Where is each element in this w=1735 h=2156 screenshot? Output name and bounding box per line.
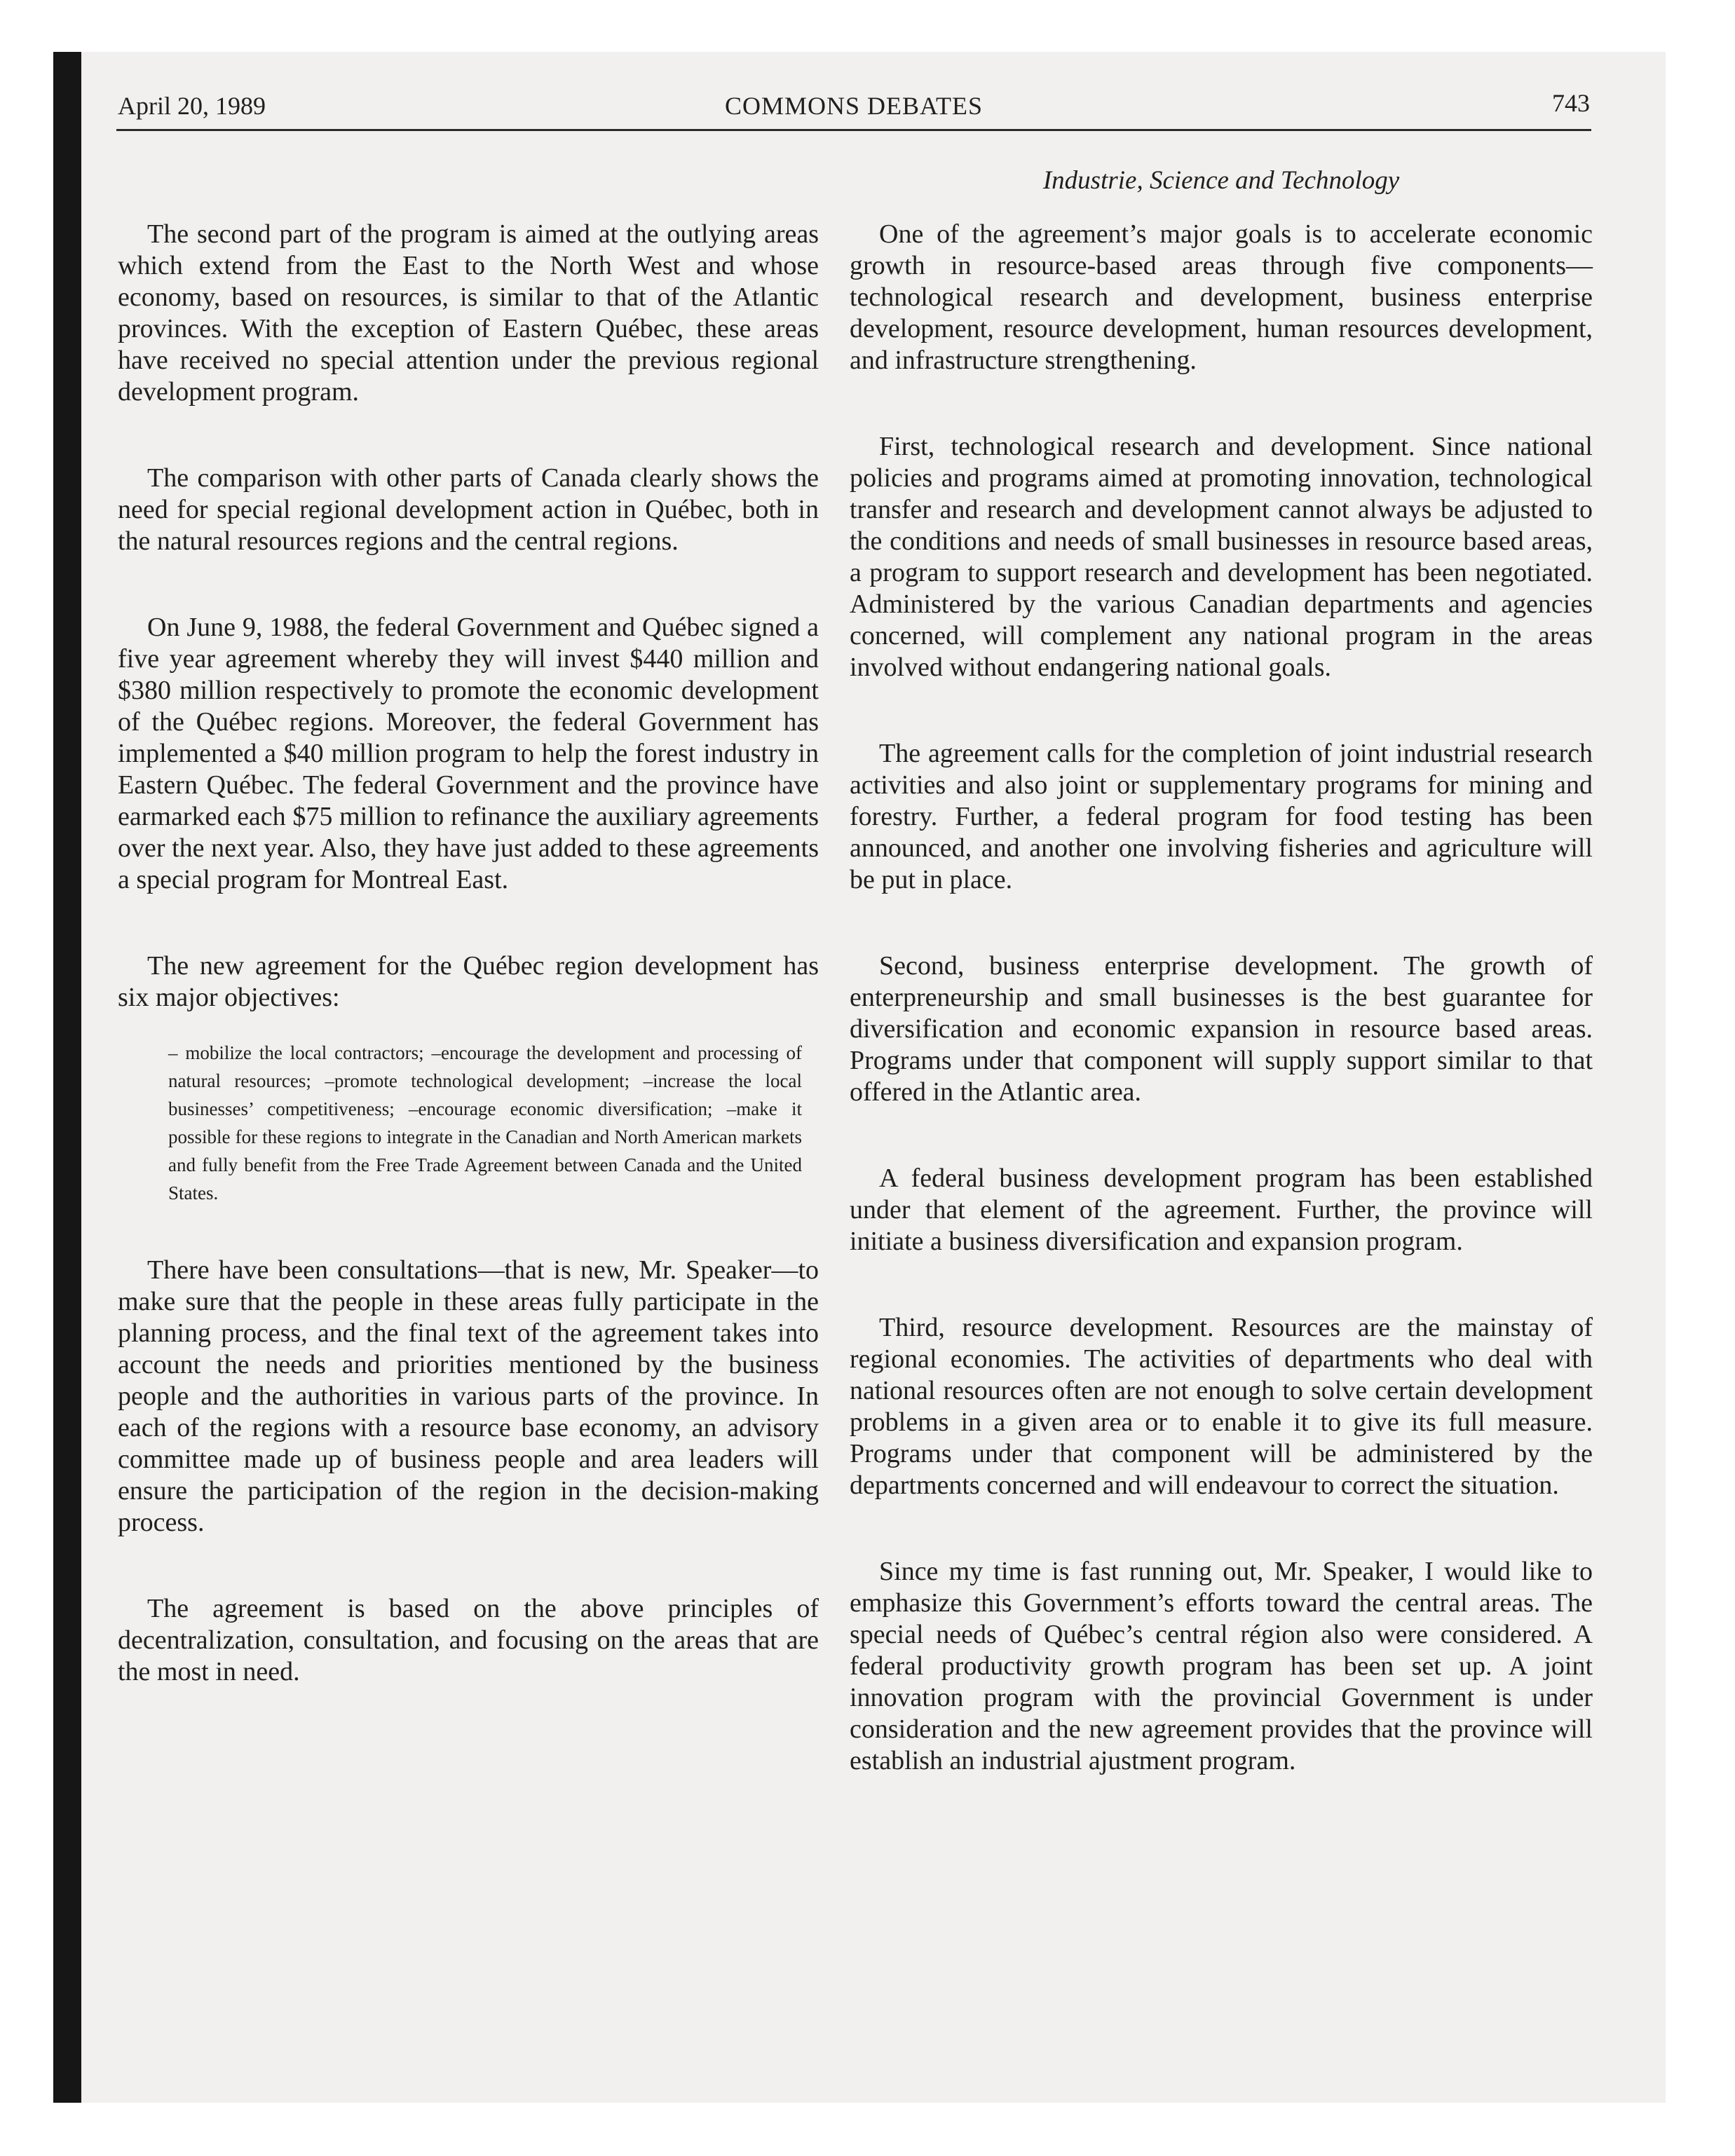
paragraph: First, technological research and development. Since national policies and programs aimed at promoting innovation, technological transfer and research and development cannot always be adjusted to the conditions and needs of small businesses in resource based areas, a program to support research and development has been negotiated. Administered by the various Canadian departments and agencies concerned, will complement any national program in the areas involved without endangering national goals. — [850, 432, 1593, 682]
paragraph: The comparison with other parts of Canada clearly shows the need for special regional development action in Québec, both in the natural resources regions and the central regions. — [118, 463, 819, 556]
left-column — [118, 219, 819, 1688]
right-column — [850, 219, 1593, 1777]
paragraph: Third, resource development. Resources are the mainstay of regional economies. The activities of departments who deal with national resources often are not enough to solve certain development problems in a given area or to enable it to give its full measure. Programs under that component will be administered by the departments concerned and will endeavour to correct the situation. — [850, 1313, 1593, 1500]
section-title: Industrie, Science and Technology — [1042, 166, 1400, 195]
paragraph: The agreement calls for the completion of joint industrial research activities and also joint or supplementary programs for mining and forestry. Further, a federal program for food testing has been announced, and another one involving fisheries and agriculture will be put in place. — [850, 739, 1593, 894]
paragraph: One of the agreement’s major goals is to accelerate economic growth in resource-based areas through five components—technological research and development, business enterprise development, resource development, human resources development, and infrastructure strengthening. — [850, 219, 1593, 375]
header-date: April 20, 1989 — [118, 92, 266, 120]
header-journal-title: COMMONS DEBATES — [724, 92, 984, 120]
paragraph: The new agreement for the Québec region development has six major objectives: — [118, 951, 819, 1012]
paragraph: On June 9, 1988, the federal Government and Québec signed a five year agreement whereby they will invest $440 million and $380 million respectively to promote the economic development of the Québec regions. Moreover, the federal Government has implemented a $40 million program to help the forest industry in Eastern Québec. The federal Government and the province have earmarked each $75 million to refinance the auxiliary agreements over the next year. Also, they have just added to these agreements a special program for Montreal East. — [118, 613, 819, 894]
paragraph: The agreement is based on the above principles of decentralization, consultation, and focusing on the areas that are the most in need. — [118, 1594, 819, 1686]
paragraph: The second part of the program is aimed at the outlying areas which extend from the East to the North West and whose economy, based on resources, is similar to that of the Atlantic provinces. With the exception of Eastern Québec, these areas have received no special attention under the previous regional development program. — [118, 219, 819, 407]
page-header — [118, 91, 1590, 133]
binding-edge — [53, 52, 81, 2103]
header-rule — [116, 129, 1591, 131]
header-page-number: 743 — [1552, 89, 1590, 117]
paragraph: A federal business development program has been established under that element of the agreement. Further, the province will initiate a business diversification and expansion program. — [850, 1164, 1593, 1256]
paragraph: Second, business enterprise development. The growth of enterpreneurship and small businesses is the best guarantee for diversification and economic expansion in resource based areas. Programs under that component will supply support similar to that offered in the Atlantic area. — [850, 951, 1593, 1107]
paragraph: There have been consultations—that is new, Mr. Speaker—to make sure that the people in these areas fully participate in the planning process, and the final text of the agreement takes into account the needs and priorities mentioned by the business people and the authorities in various parts of the province. In each of the regions with a resource base economy, an advisory committee made up of business people and area leaders will ensure the participation of the region in the decision-making process. — [118, 1255, 819, 1537]
paragraph: Since my time is fast running out, Mr. Speaker, I would like to emphasize this Government’s efforts toward the central areas. The special needs of Québec’s central région also were considered. A federal productivity growth program has been set up. A joint innovation program with the provincial Government is under consideration and the new agreement provides that the province will establish an industrial ajustment program. — [850, 1557, 1593, 1775]
objectives-block-quote: – mobilize the local contractors; –encourage the development and processing of natural resources; –promote technological development; –increase the local businesses’ competitiveness; –encourage economic diversification; –make it possible for these regions to integrate in the Canadian and North American markets and fully benefit from the Free Trade Agreement between Canada and the United States. — [168, 1042, 802, 1203]
